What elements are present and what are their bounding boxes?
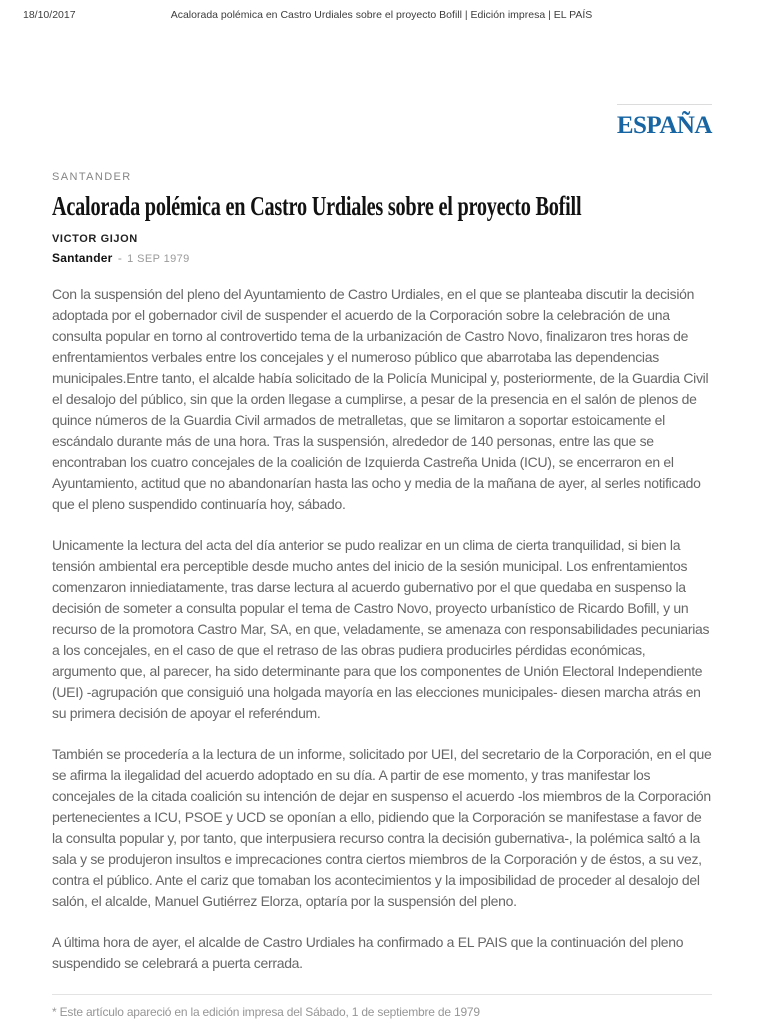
espana-section-logo: ESPAÑA [616, 112, 712, 139]
byline-author: VICTOR GIJON [52, 233, 138, 245]
section-logo-row [52, 104, 712, 138]
print-edition-footnote: * Este artículo apareció en la edición impresa del Sábado, 1 de septiembre de 1979 [52, 1005, 480, 1019]
article-headline [52, 191, 712, 221]
article-kicker: SANTANDER [52, 171, 132, 183]
article-paragraph-2: Unicamente la lectura del acta del día anterior se pudo realizar en un clima de cierta tranquilidad, si bien la tensión ambiental era perceptible desde mucho antes del inicio de la sesión municipal. Los enfrentamientos comenzaron inniediatamente, tras darse lectura al acuerdo gubernativo por el que quedaba en suspenso la decisión de someter a consulta popular el tema de Castro Novo, proyecto urbanístico de Ricardo Bofill, y un recurso de la promotora Castro Mar, SA, en que, veladamente, se amenaza con responsabilidades pecuniarias a los concejales, en el caso de que el retraso de las obras pudiera producirles pérdidas económicas, argumento que, al parecer, ha sido determinante para que los componentes de Unión Electoral Independiente (UEI) -agrupación que consiguió una holgada mayoría en las elecciones municipales- diesen marcha atrás en su primera decisión de apoyar el referéndum. [52, 537, 710, 721]
article-content [52, 0, 712, 1019]
print-header-title: Acalorada polémica en Castro Urdiales sobre el proyecto Bofill | Edición impresa | EL PAÍS [170, 9, 593, 21]
dateline-separator: - [117, 251, 122, 265]
dateline-date: 1 SEP 1979 [127, 253, 190, 265]
dateline-place: Santander [52, 251, 113, 265]
section-logo-block [617, 104, 712, 138]
dateline [52, 252, 712, 266]
print-header-date: 18/10/2017 [23, 9, 76, 21]
article-body [52, 284, 712, 974]
footnote-block [52, 994, 712, 1019]
article-paragraph-3: También se procedería a la lectura de un informe, solicitado por UEI, del secretario de la Corporación, en el que se afirma la ilegalidad del acuerdo adoptado en su día. A partir de ese momento, y tras manifestar los concejales de la citada coalición su intención de dejar en suspenso el acuerdo -los miembros de la Corporación pertenecientes a ICU, PSOE y UCD se oponían a ello, pidiendo que la Corporación se manifestase a favor de la consulta popular y, por tanto, que interpusiera recurso contra la decisión gubernativa-, la polémica saltó a la sala y se produjeron insultos e imprecaciones contra ciertos miembros de la Corporación y de éstos, a su vez, contra el público. Ante el cariz que tomaban los acontecimientos y la imposibilidad de proceder al desalojo del salón, el alcalde, Manuel Gutiérrez Elorza, optaría por la suspensión del pleno. [52, 746, 712, 909]
article-headline-text: Acalorada polémica en Castro Urdiales sobre el proyecto Bofill [52, 191, 582, 221]
article-paragraph-4: A última hora de ayer, el alcalde de Castro Urdiales ha confirmado a EL PAIS que la continuación del pleno suspendido se celebrará a puerta cerrada. [52, 934, 684, 971]
article-paragraph-1: Con la suspensión del pleno del Ayuntamiento de Castro Urdiales, en el que se planteaba discutir la decisión adoptada por el gobernador civil de suspender el acuerdo de la Corporación sobre la celebración de una consulta popular en torno al controvertido tema de la urbanización de Castro Novo, finalizaron tres horas de enfrentamientos verbales entre los concejales y el numeroso público que abarrotaba las dependencias municipales.Entre tanto, el alcalde había solicitado de la Policía Municipal y, posteriormente, de la Guardia Civil el desalojo del público, sin que la orden llegase a cumplirse, a pesar de la presencia en el salón de plenos de quince números de la Guardia Civil armados de metralletas, que se limitaron a soportar estoicamente el escándalo durante más de una hora. Tras la suspensión, alrededor de 140 personas, entre las que se encontraban los cuatro concejales de la coalición de Izquierda Castreña Unida (ICU), se encerraron en el Ayuntamiento, actitud que no abandonarían hasta las ocho y media de la mañana de ayer, al serles notificado que el pleno suspendido continuaría hoy, sábado. [52, 286, 709, 512]
